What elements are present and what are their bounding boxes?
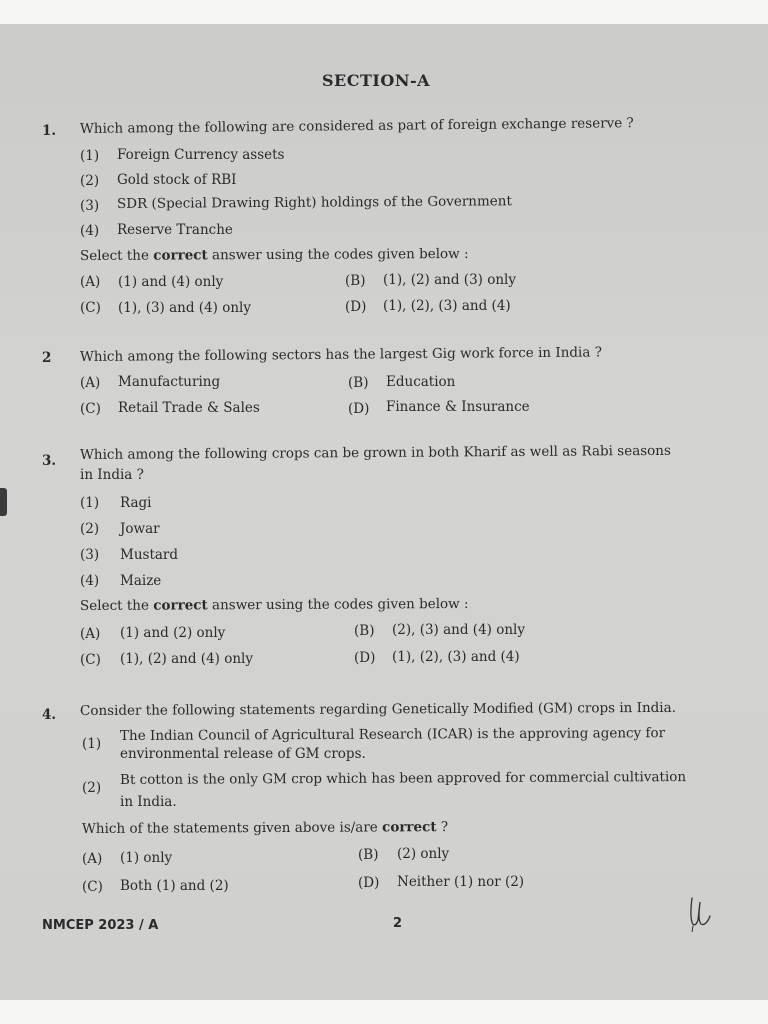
- q2-option-label: (B): [348, 375, 369, 391]
- q3-prompt-pre: Select the: [79, 597, 149, 614]
- q1-text: Which among the following are considered as part of foreign exchange reserve ?: [79, 115, 634, 137]
- q4-option-text: Neither (1) nor (2): [397, 874, 525, 890]
- section-heading: SECTION-A: [322, 71, 430, 90]
- q2-option-label: (A): [80, 375, 101, 391]
- q1-option-text: (1) and (4) only: [118, 274, 224, 290]
- page-number: 2: [393, 916, 403, 931]
- q1-item-label: (4): [80, 223, 100, 239]
- q4-statement-label: (2): [82, 780, 102, 796]
- q2-number: 2: [42, 350, 52, 366]
- q4-prompt-pre: Which of the statements given above is/are: [81, 819, 378, 837]
- q2-option-text: Manufacturing: [118, 374, 221, 390]
- q3-text-line1: Which among the following crops can be grown in both Kharif as well as Rabi seasons: [79, 442, 671, 463]
- q3-option-label: (B): [354, 623, 375, 639]
- q1-item-text: Gold stock of RBI: [117, 172, 237, 188]
- q4-option-label: (C): [82, 879, 103, 895]
- q1-option-label: (B): [345, 273, 366, 289]
- q1-prompt-post: answer using the codes given below :: [211, 245, 469, 264]
- q4-prompt-bold: correct: [382, 819, 437, 836]
- binding-edge-mark: [0, 488, 7, 516]
- q3-option-label: (D): [354, 650, 376, 666]
- q4-prompt: [82, 819, 448, 837]
- q1-prompt-pre: Select the: [79, 247, 149, 264]
- q1-item-label: (1): [80, 148, 100, 164]
- q3-option-label: (A): [80, 626, 101, 642]
- q4-statement-line2: environmental release of GM crops.: [120, 746, 366, 762]
- q3-item-text: Jowar: [120, 521, 160, 537]
- q1-item-text: Reserve Tranche: [117, 222, 233, 238]
- q4-option-text: Both (1) and (2): [120, 878, 229, 894]
- q3-option-text: (1) and (2) only: [120, 625, 226, 641]
- q1-option-text: (1), (3) and (4) only: [118, 300, 251, 316]
- q1-item-label: (2): [80, 173, 100, 189]
- q3-item-text: Maize: [120, 573, 162, 589]
- q3-item-label: (1): [80, 495, 100, 511]
- q4-text: Consider the following statements regarding Genetically Modified (GM) crops in India.: [79, 699, 676, 719]
- q1-prompt: [80, 246, 469, 264]
- q1-item-text: Foreign Currency assets: [117, 147, 285, 163]
- q4-statement-line2: in India.: [120, 794, 177, 810]
- q4-option-text: (1) only: [120, 850, 173, 866]
- q2-option-label: (C): [80, 401, 101, 417]
- paper-code: NMCEP 2023 / A: [42, 918, 159, 933]
- q1-option-text: (1), (2) and (3) only: [383, 272, 516, 288]
- q2-option-text: Education: [386, 374, 456, 390]
- q3-text-line2: in India ?: [80, 467, 144, 483]
- q3-prompt-bold: correct: [153, 597, 208, 614]
- q3-number: 3.: [42, 453, 57, 469]
- q2-option-label: (D): [348, 401, 370, 417]
- q3-prompt-post: answer using the codes given below :: [211, 595, 469, 614]
- top-margin: [0, 0, 768, 24]
- q3-item-label: (3): [80, 547, 100, 563]
- q3-option-text: (1), (2) and (4) only: [120, 651, 253, 667]
- q1-option-label: (A): [80, 274, 101, 290]
- q1-item-text: SDR (Special Drawing Right) holdings of the Government: [116, 193, 512, 212]
- q4-option-label: (A): [82, 851, 103, 867]
- q4-option-label: (B): [358, 847, 379, 863]
- q3-item-label: (2): [80, 521, 100, 537]
- q3-option-label: (C): [80, 652, 101, 668]
- q2-text: Which among the following sectors has the largest Gig work force in India ?: [79, 344, 602, 365]
- q3-item-text: Mustard: [120, 547, 179, 563]
- q3-option-text: (1), (2), (3) and (4): [392, 649, 520, 665]
- q1-number: 1.: [42, 123, 57, 139]
- q4-statement-line1: The Indian Council of Agricultural Research (ICAR) is the approving agency for: [119, 725, 666, 744]
- q4-option-label: (D): [358, 875, 380, 891]
- q4-prompt-post: ?: [440, 819, 449, 836]
- exam-paper: [0, 24, 768, 1000]
- handwritten-initials: [686, 892, 734, 932]
- q1-option-text: (1), (2), (3) and (4): [383, 298, 511, 314]
- q1-prompt-bold: correct: [153, 247, 208, 264]
- q1-option-label: (C): [80, 300, 101, 316]
- q4-statement-label: (1): [82, 736, 102, 752]
- q4-option-text: (2) only: [397, 846, 450, 862]
- q3-option-text: (2), (3) and (4) only: [392, 622, 525, 638]
- q1-item-label: (3): [80, 198, 100, 214]
- q1-option-label: (D): [345, 299, 367, 315]
- q3-item-text: Ragi: [120, 495, 152, 511]
- bottom-margin: [0, 1000, 768, 1024]
- q2-option-text: Retail Trade & Sales: [118, 400, 260, 416]
- q4-number: 4.: [42, 707, 57, 723]
- q4-statement-line1: Bt cotton is the only GM crop which has been approved for commercial cultivation: [119, 769, 687, 788]
- q3-item-label: (4): [80, 573, 100, 589]
- q3-prompt: [80, 596, 469, 614]
- q2-option-text: Finance & Insurance: [386, 399, 530, 415]
